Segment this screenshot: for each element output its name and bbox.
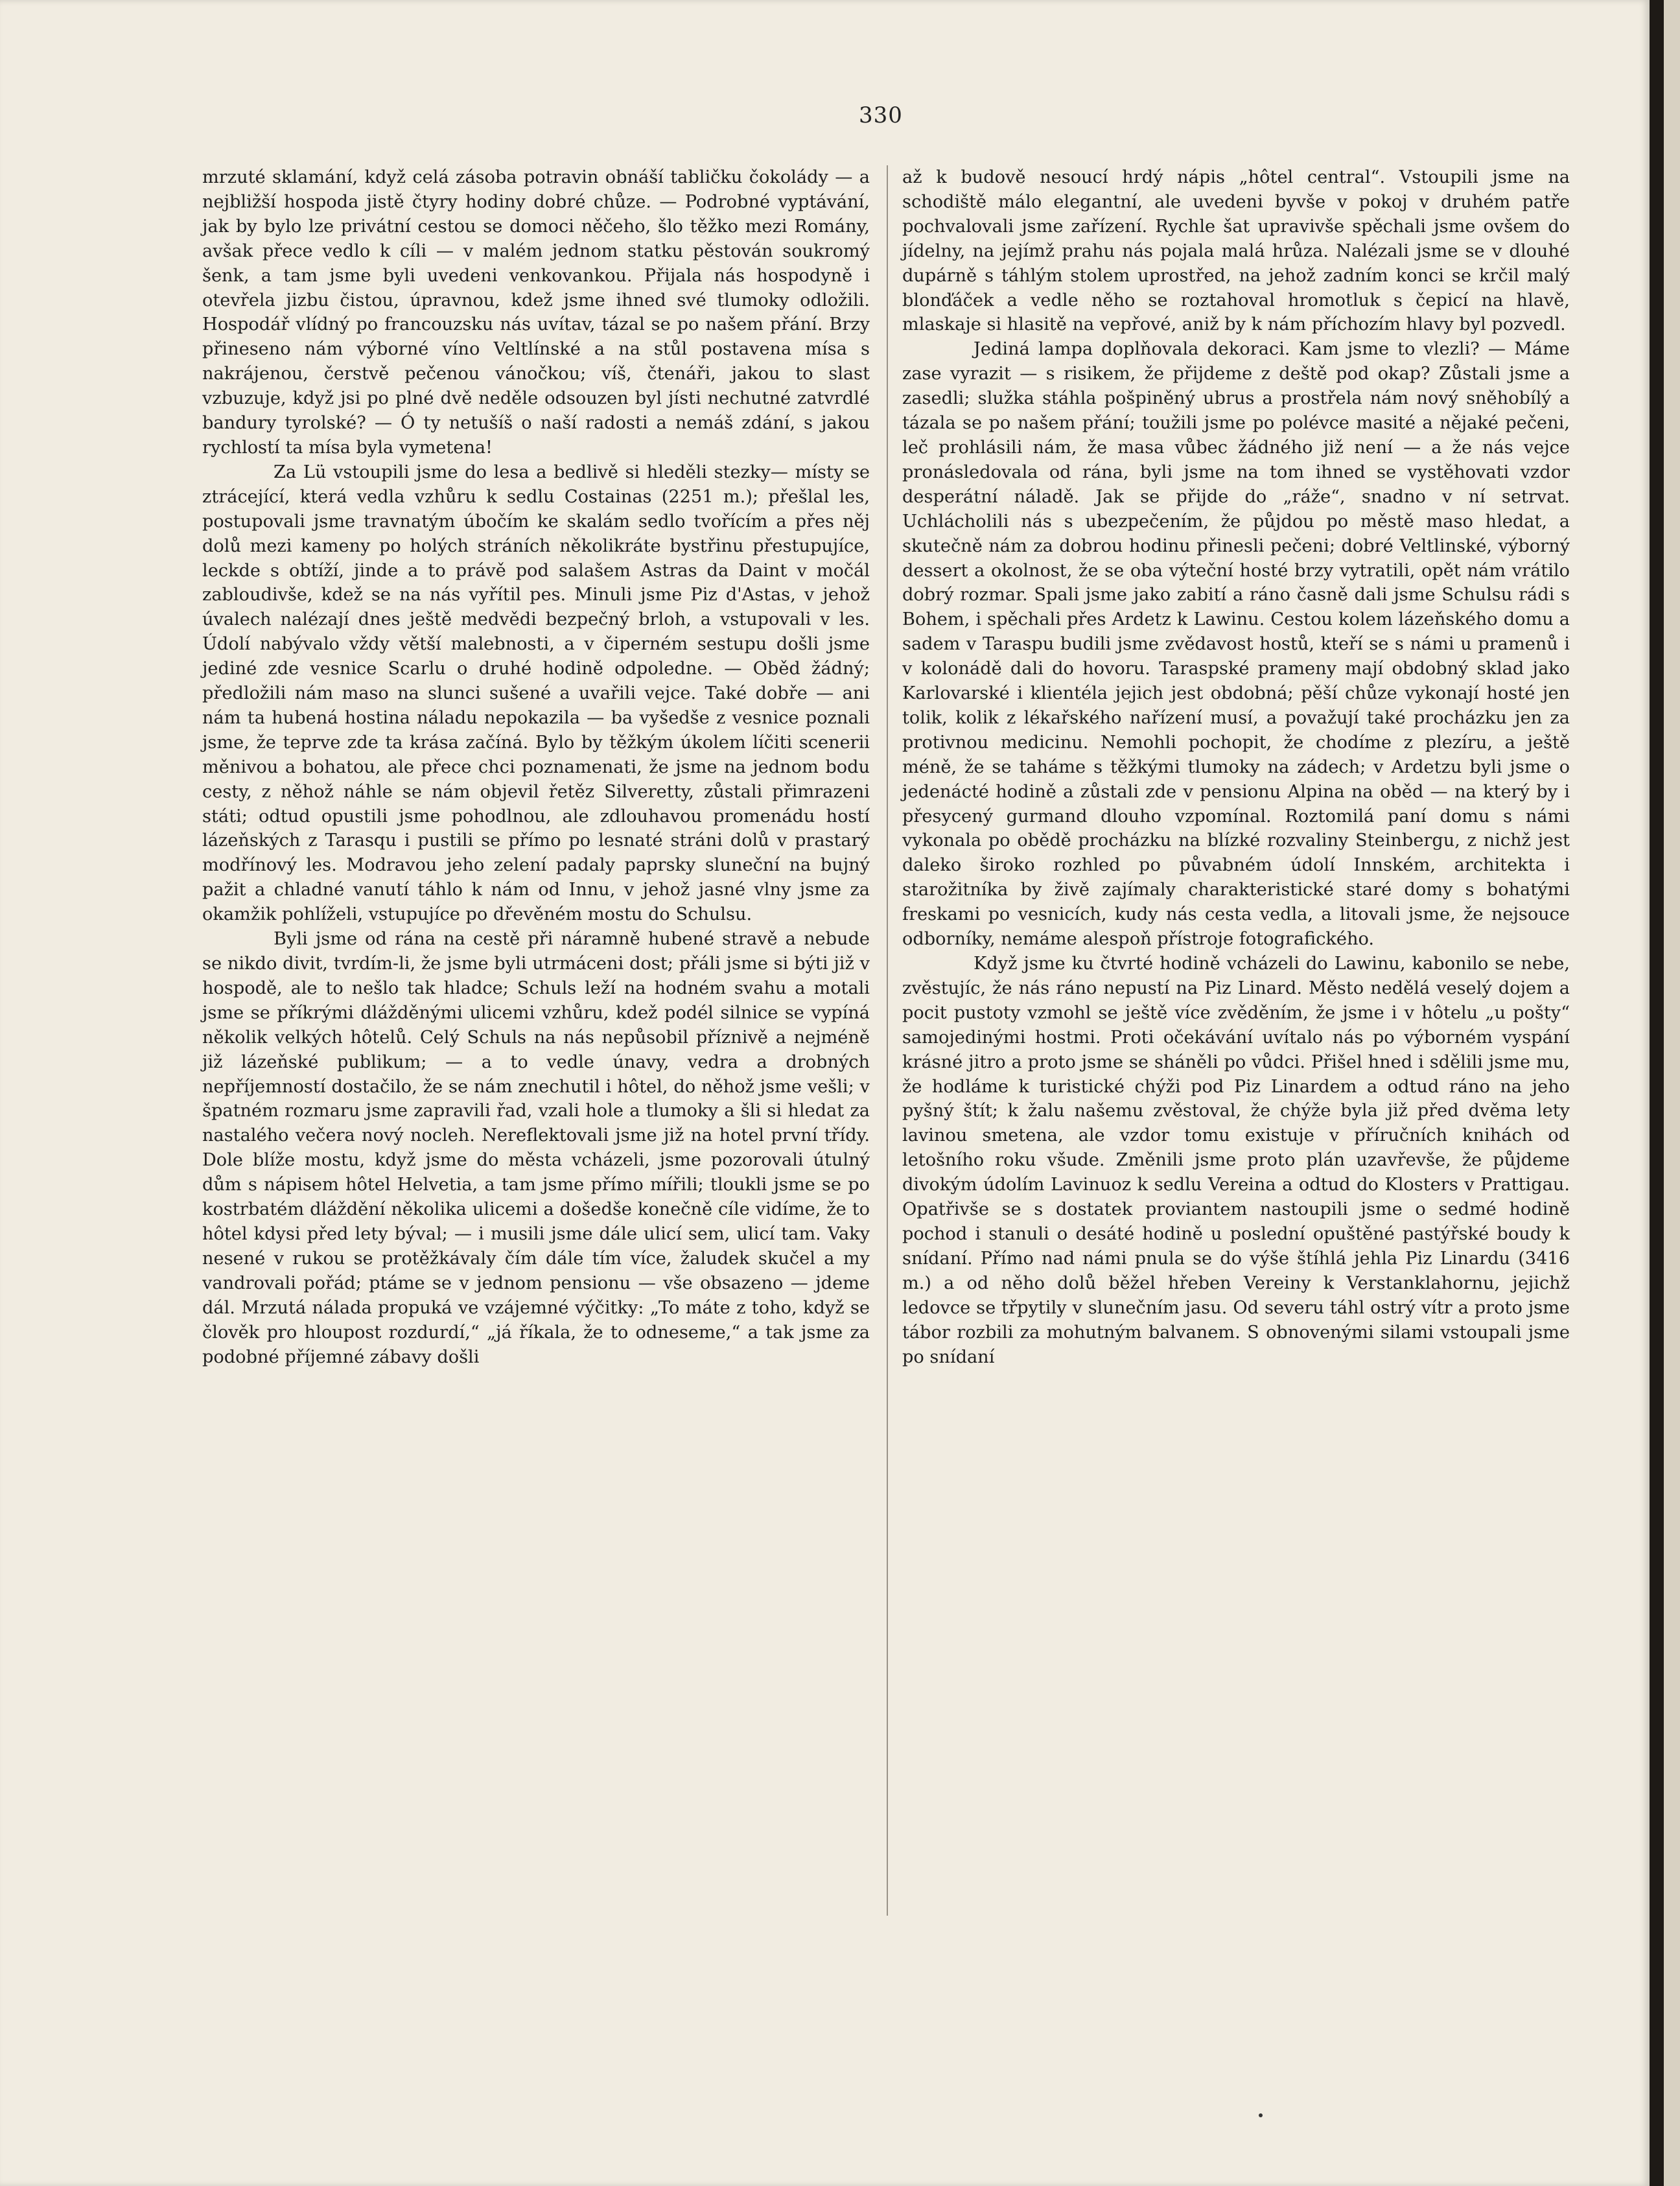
column-divider [887,165,888,1916]
paragraph: Byli jsme od rána na cestě při náramně hubené stravě a nebude se nikdo divit, tvrdím-li, že jsme byli utrmáceni dost; přáli jsme si býti již v hospodě, ale to nešlo tak hladce; Schuls leží na hodném svahu a motali jsme se příkrými dlážděnými ulicemi vzhůru, kdež podél silnice se vypíná několik velkých hôtelů. Celý Schuls na nás nepůsobil příznivě a nejméně již lázeňské publikum; — a to vedle únavy, vedra a drobných nepříjemností dostačilo, že se nám znechutil i hôtel, do něhož jsme vešli; v špatném rozmaru jsme zapravili řad, vzali hole a tlumoky a šli si hledat za nastalého večera nový nocleh. Nereflektovali jsme již na hotel první třídy. Dole blíže mostu, když jsme do města vcházeli, jsme pozorovali útulný dům s nápisem hôtel Helvetia, a tam jsme přímo mířili; tloukli jsme se po kostrbatém dláždění několika ulicemi a došedše konečně cíle vidíme, že to hôtel kdysi před lety býval; — i musili jsme dále ulicí sem, ulicí tam. Vaky nesené v rukou se protěžkávaly čím dále tím více, žaludek skučel a my vandrovali pořád; ptáme se v jednom pensionu — vše obsazeno — jdeme dál. Mrzutá nálada propuká ve vzájemné výčitky: „To máte z toho, když se člověk pro hloupost rozdurdí,“ „já říkala, že to odneseme,“ a tak jsme za podobné příjemné zábavy došli [202,929,870,1367]
ink-speck [1259,2113,1263,2117]
page-number: 330 [859,102,903,128]
paragraph: až k budově nesoucí hrdý nápis „hôtel central“. Vstoupili jsme na schodiště málo elegantní, ale uvedeni byvše v pokoj v druhém patře pochvalovali jsme zařízení. Rychle šat upravivše spěchali jsme ovšem do jídelny, na jejímž prahu nás pojala malá hrůza. Nalézali jsme se v dlouhé dupárně s táhlým stolem uprostřed, na jehož zadním konci se krčil malý blonďáček a vedle něho se roztahoval hromotluk s čepicí na hlavě, mlaskaje si hlasitě na vepřové, aniž by k nám příchozím hlavy byl pozvedl. [902,167,1570,335]
right-text-column [902,165,1570,1369]
next-page-edge [1664,0,1680,2186]
paragraph: Jediná lampa doplňovala dekoraci. Kam jsme to vlezli? — Máme zase vyrazit — s risikem, že přijdeme z deště pod okap? Zůstali jsme a zasedli; služka stáhla pošpiněný ubrus a prostřela nám nový sněhobílý a tázala se po našem přání; toužili jsme po polévce masité a nějaké pečeni, leč prohlásili nám, že masa vůbec žádného již není — a že nás vejce pronásledovala od rána, byli jsme na tom ihned se vystěhovati vzdor desperátní náladě. Jak se přijde do „ráže“, snadno v ní setrvat. Uchlácholili nás s ubezpečením, že půjdou po městě maso hledat, a skutečně nám za dobrou hodinu přinesli pečeni; dobré Veltlinské, výborný dessert a okolnost, že se oba výteční hosté brzy vytratili, opět nám vrátilo dobrý rozmar. Spali jsme jako zabití a ráno časně dali jsme Schulsu rádi s Bohem, i spěchali přes Ardetz k Lawinu. Cestou kolem lázeňského domu a sadem v Taraspu budili jsme zvědavost hostů, kteří se s námi u pramenů i v kolonádě dali do hovoru. Taraspské prameny mají obdobný sklad jako Karlovarské i klientéla jejich jest obdobná; pěší chůze vykonají hosté jen tolik, kolik z lékařského nařízení musí, a považují také procházku jen za protivnou medicinu. Nemohli pochopit, že chodíme z plezíru, a ještě méně, že se taháme s těžkými tlumoky na zádech; v Ardetzu byli jsme o jedenácté hodině a zůstali zde v pensionu Alpina na oběd — na který by i přesycený gurmand dlouho vzpomínal. Roztomilá paní domu s námi vykonala po obědě procházku na blízké rozvaliny Steinbergu, z nichž jest daleko široko rozhled po půvabném údolí Innském, architekta i starožitníka by živě zajímaly charakteristické staré domy s bohatými freskami po vesnicích, kudy nás cesta vedla, a litovali jsme, že nejsouce odborníky, nemáme alespoň přístroje fotografického. [902,339,1570,950]
book-binding-shadow [1650,0,1664,2186]
paragraph: Když jsme ku čtvrté hodině vcházeli do Lawinu, kabonilo se nebe, zvěstujíc, že nás ráno nepustí na Piz Linard. Město nedělá veselý dojem a pocit pustoty vzmohl se ještě více zvěděním, že jsme i v hôtelu „u pošty“ samojedinými hostmi. Proti očekávání uvítalo nás po výborném vyspání krásné jitro a proto jsme se sháněli po vůdci. Přišel hned i sdělili jsme mu, že hodláme k turistické chýži pod Piz Linardem a odtud ráno na jeho pyšný štít; k žalu našemu zvěstoval, že chýže byla již před dvěma lety lavinou smetena, ale vzdor tomu existuje v příručních knihách od letošního roku všude. Změnili jsme proto plán uzavřevše, že půjdeme divokým údolím Lavinuoz k sedlu Vereina a odtud do Klosters v Prattigau. Opatřivše se s dostatek proviantem nastoupili jsme o sedmé hodině pochod i stanuli o desáté hodině u poslední opuštěné pastýřské boudy k snídaní. Přímo nad námi pnula se do výše štíhlá jehla Piz Linardu (3416 m.) a od něho dolů běžel hřeben Vereiny k Verstanklahornu, jejichž ledovce se třpytily v slunečním jasu. Od severu táhl ostrý vítr a proto jsme tábor rozbili za mohutným balvanem. S obnovenými silami vstoupali jsme po snídaní [902,954,1570,1367]
left-text-column [202,165,870,1369]
paragraph: Za Lü vstoupili jsme do lesa a bedlivě si hleděli stezky— místy se ztrácející, která vedla vzhůru k sedlu Costainas (2251 m.); přešlal les, postupovali jsme travnatým úbočím ke skalám sedlo tvořícím a přes něj dolů mezi kameny po holých stráních několikráte bystřinu přestupujíce, leckde s obtíží, jinde a to právě pod salašem Astras da Daint v močál zabloudivše, kdež se na nás vyřítil pes. Minuli jsme Piz d'Astas, v jehož úvalech nalézají dnes ještě medvědi bezpečný brloh, a vstupovali v les. Údolí nabývalo vždy větší malebnosti, a v čiperném sestupu došli jsme jediné zde vesnice Scarlu o druhé hodině odpoledne. — Oběd žádný; předložili nám maso na slunci sušené a uvařili vejce. Také dobře — ani nám ta hubená hostina náladu nepokazila — ba vyšedše z vesnice poznali jsme, že teprve zde ta krása začíná. Bylo by těžkým úkolem líčiti scenerii měnivou a bohatou, ale přece chci poznamenati, že jsme na jednom bodu cesty, z něhož náhle se nám objevil řetěz Silveretty, zůstali přimrazeni státi; odtud opustili jsme pohodlnou, ale zdlouhavou promenádu hostí lázeňských z Tarasqu i pustili se přímo po lesnaté stráni dolů v prastarý modřínový les. Modravou jeho zelení padaly paprsky sluneční na bujný pažit a chladné vanutí táhlo k nám od Innu, v jehož jasné vlny jsme za okamžik pohlíželi, vstupujíce po dřevěném mostu do Schulsu. [202,462,870,925]
paragraph: mrzuté sklamání, když celá zásoba potravin obnáší tabličku čokolády — a nejbližší hospoda jistě čtyry hodiny dobré chůze. — Podrobné vyptávání, jak by bylo lze privátní cestou se domoci něčeho, šlo těžko mezi Romány, avšak přece vedlo k cíli — v malém jednom statku pěstován soukromý šenk, a tam jsme byli uvedeni venkovankou. Přijala nás hospodyně i otevřela jizbu čistou, úpravnou, kdež jsme ihned své tlumoky odložili. Hospodář vlídný po francouzsku nás uvítav, tázal se po našem přání. Brzy přineseno nám výborné víno Veltlínské a na stůl postavena mísa s nakrájenou, čerstvě pečenou vánočkou; víš, čtenáři, jakou to slast vzbuzuje, když jsi po plné dvě neděle odsouzen byl jísti nechutné zatvrdlé bandury tyrolské? — Ó ty netušíš o naší radosti a nemáš zdání, s jakou rychlostí ta mísa byla vymetena! [202,167,870,458]
